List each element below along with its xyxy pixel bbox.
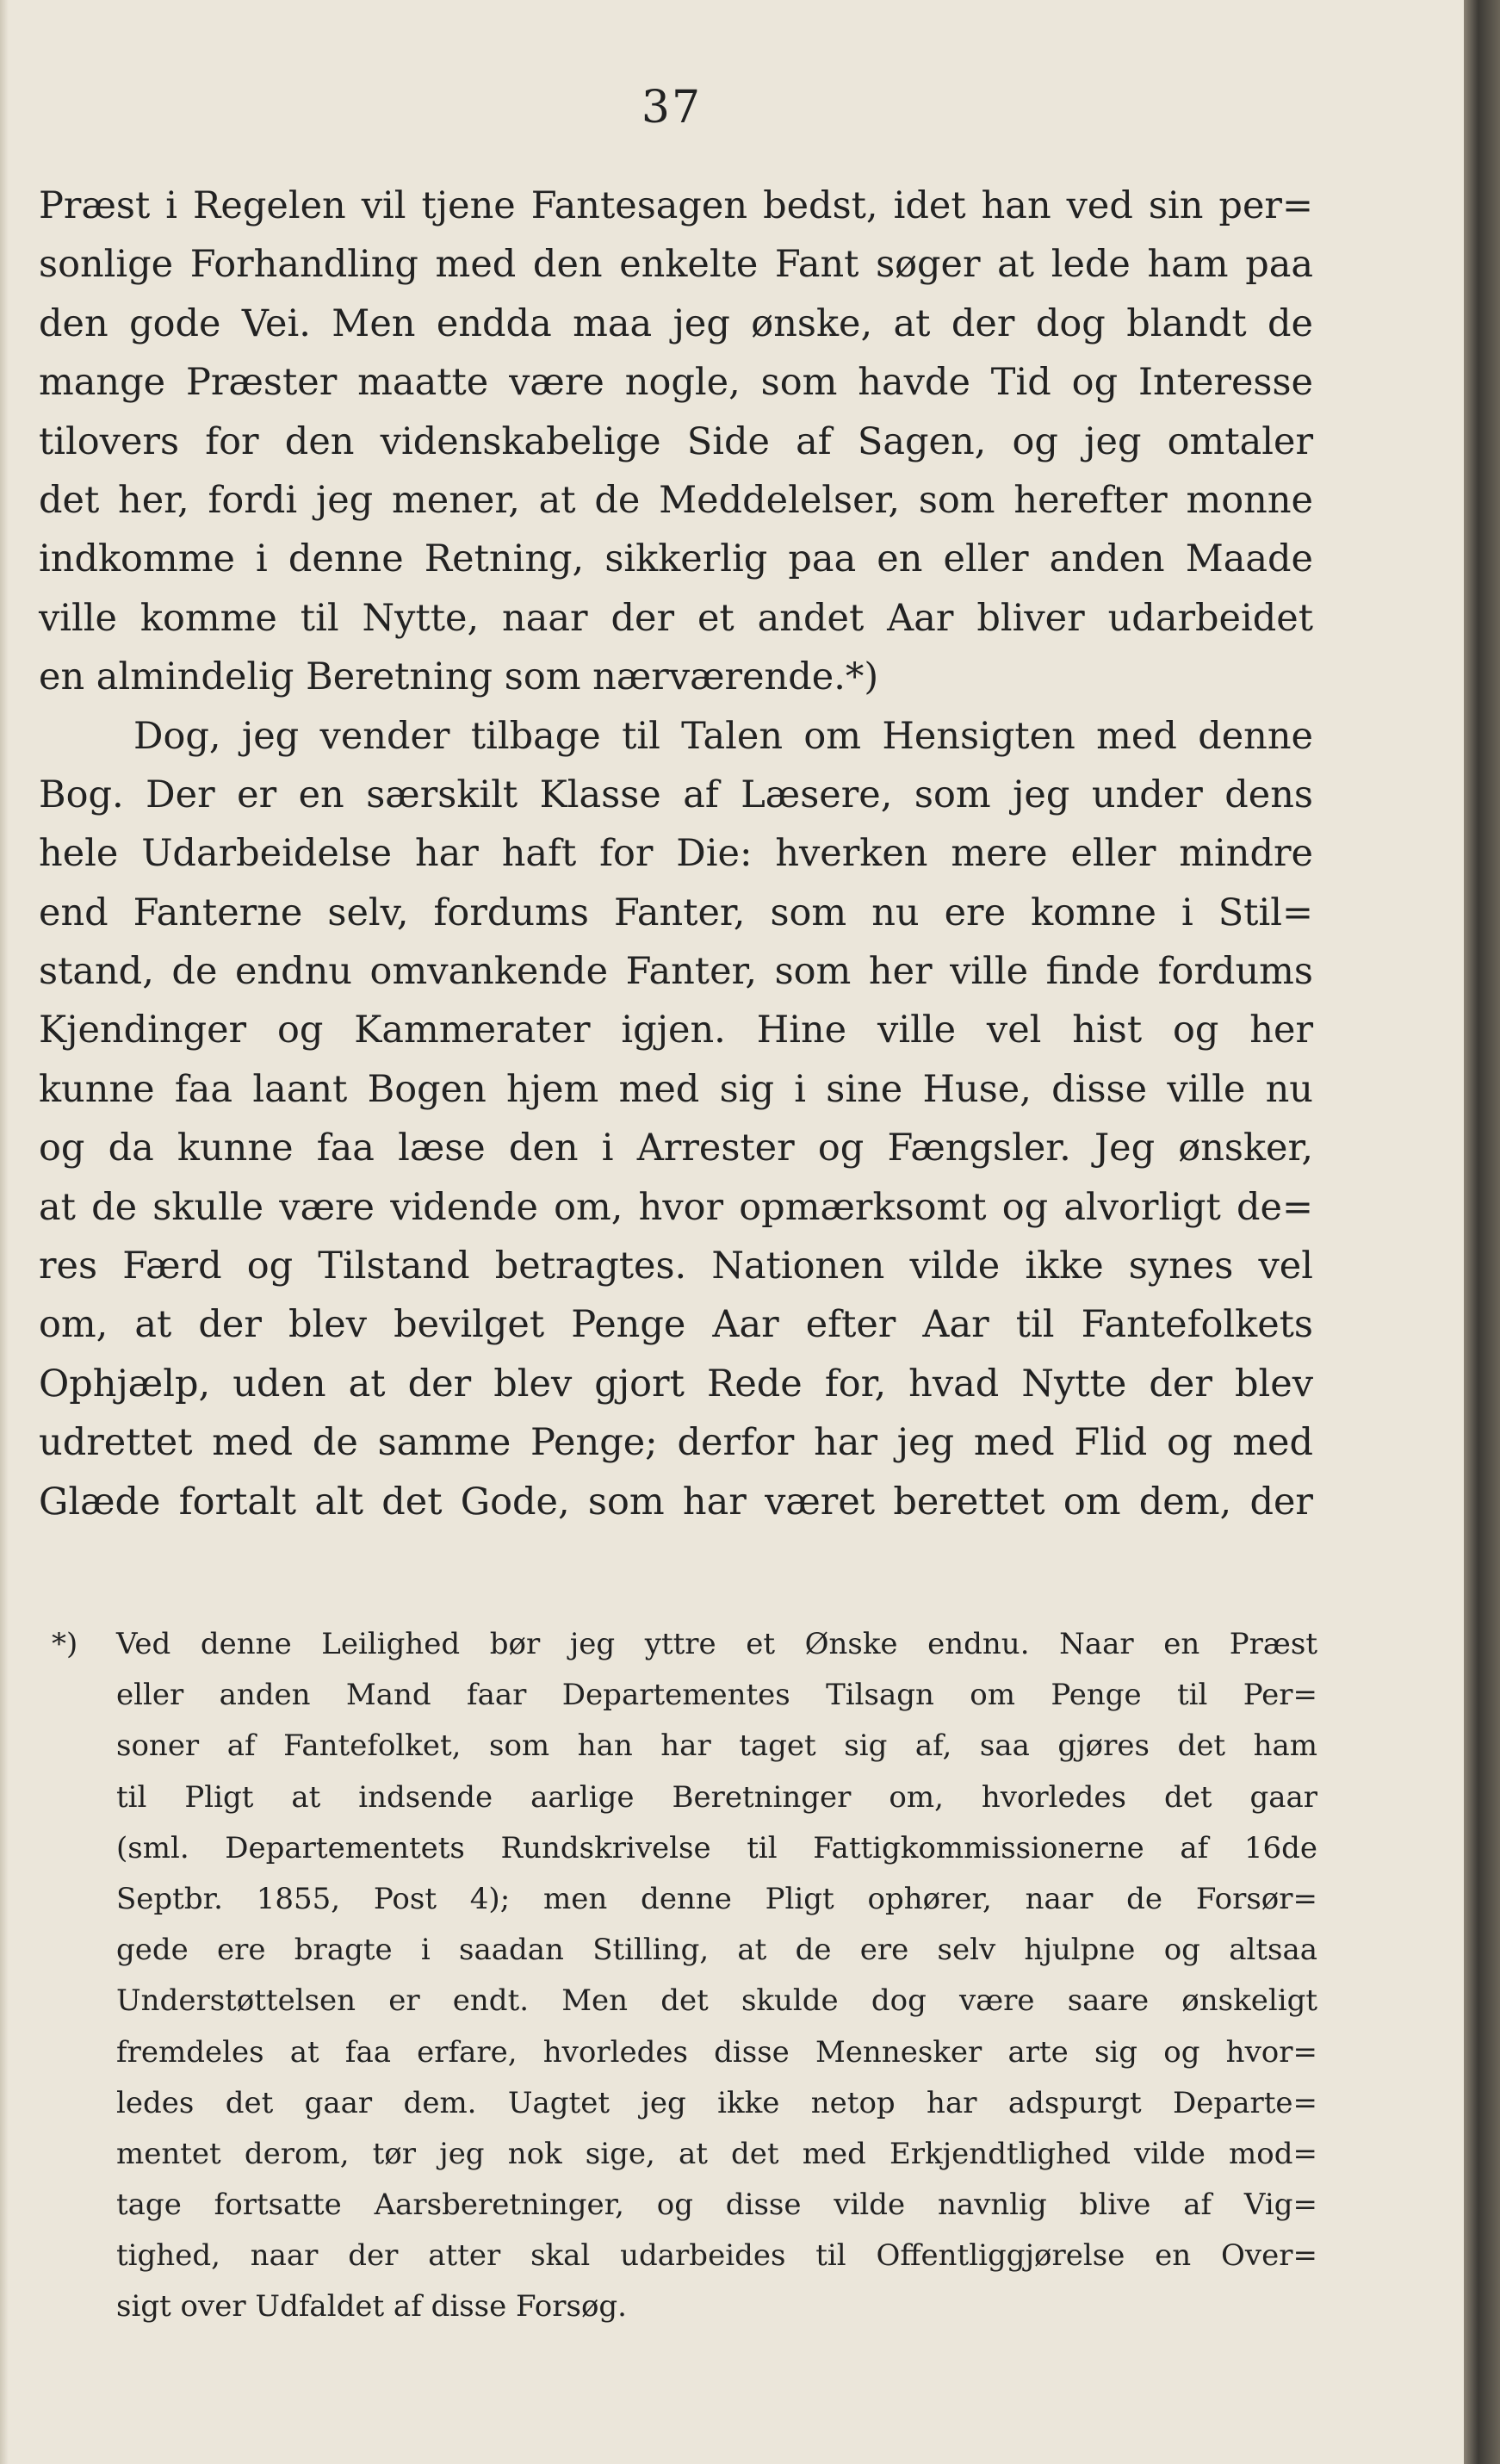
- body-text: [39, 177, 1313, 1531]
- body-line: tilovers for den videnskabelige Side af Sagen, og jeg omtaler: [39, 419, 1313, 463]
- footnote-line: gede ere bragte i saadan Stilling, at de ere selv hjulpne og altsaa: [116, 1933, 1317, 1968]
- body-line: sonlige Forhandling med den enkelte Fant søger at lede ham paa: [39, 243, 1313, 287]
- body-line: Kjendinger og Kammerater igjen. Hine ville vel hist og her: [39, 1009, 1313, 1052]
- footnote-line: ledes det gaar dem. Uagtet jeg ikke netop har adspurgt Departe=: [116, 2085, 1317, 2120]
- footnote-mark: *): [52, 1627, 78, 1661]
- page-number: 37: [641, 82, 703, 133]
- footnote-line: tage fortsatte Aarsberetninger, og disse vilde navnlig blive af Vig=: [116, 2188, 1317, 2223]
- footnote-line: mentet derom, tør jeg nok sige, at det med Erkjendtlighed vilde mod=: [116, 2136, 1317, 2171]
- footnote-line: Understøttelsen er endt. Men det skulde dog være saare ønskeligt: [116, 1983, 1317, 2019]
- body-line: det her, fordi jeg mener, at de Meddelelser, som herefter monne: [39, 478, 1313, 522]
- book-spine: [1464, 0, 1500, 2464]
- body-line: Bog. Der er en særskilt Klasse af Læsere, som jeg under dens: [39, 773, 1313, 816]
- footnote-line: (sml. Departementets Rundskrivelse til Fattigkommissionerne af 16de: [116, 1830, 1317, 1865]
- body-line: kunne faa laant Bogen hjem med sig i sine Huse, disse ville nu: [39, 1067, 1313, 1111]
- page-edge-shadow: [0, 0, 9, 2464]
- body-line: udrettet med de samme Penge; derfor har jeg med Flid og med: [39, 1421, 1313, 1465]
- body-line: ville komme til Nytte, naar der et andet Aar bliver udarbeidet: [39, 596, 1313, 640]
- footnote-line: soner af Fantefolket, som han har taget sig af, saa gjøres det ham: [116, 1729, 1317, 1764]
- body-line: Dog, jeg vender tilbage til Talen om Hensigten med denne: [133, 714, 1313, 758]
- body-line: om, at der blev bevilget Penge Aar efter Aar til Fantefolkets: [39, 1303, 1313, 1347]
- body-line: en almindelig Beretning som nærværende.*): [39, 655, 879, 699]
- footnote-line: Ved denne Leilighed bør jeg yttre et Ønske endnu. Naar en Præst: [116, 1627, 1317, 1661]
- body-line: res Færd og Tilstand betragtes. Nationen vilde ikke synes vel: [39, 1244, 1313, 1288]
- footnote-line: sigt over Udfaldet af disse Forsøg.: [116, 2289, 627, 2324]
- footnote-line: Septbr. 1855, Post 4); men denne Pligt ophører, naar de Forsør=: [116, 1881, 1317, 1916]
- body-line: Præst i Regelen vil tjene Fantesagen bedst, idet han ved sin per=: [39, 184, 1313, 227]
- footnote: [52, 1619, 1317, 2333]
- body-line: mange Præster maatte være nogle, som havde Tid og Interesse: [39, 361, 1313, 405]
- body-line: indkomme i denne Retning, sikkerlig paa en eller anden Maade: [39, 537, 1313, 581]
- body-line: den gode Vei. Men endda maa jeg ønske, at der dog blandt de: [39, 301, 1313, 345]
- body-line: stand, de endnu omvankende Fanter, som her ville finde fordums: [39, 950, 1313, 994]
- footnote-line: eller anden Mand faar Departementes Tilsagn om Penge til Per=: [116, 1678, 1317, 1713]
- footnote-line: til Pligt at indsende aarlige Beretninger om, hvorledes det gaar: [116, 1779, 1317, 1815]
- footnote-line: tighed, naar der atter skal udarbeides til Offentliggjørelse en Over=: [116, 2238, 1317, 2274]
- body-line: Glæde fortalt alt det Gode, som har været berettet om dem, der: [39, 1480, 1313, 1524]
- body-line: og da kunne faa læse den i Arrester og Fængsler. Jeg ønsker,: [39, 1126, 1313, 1170]
- body-line: Ophjælp, uden at der blev gjort Rede for, hvad Nytte der blev: [39, 1362, 1313, 1406]
- body-line: end Fanterne selv, fordums Fanter, som nu ere komne i Stil=: [39, 891, 1313, 934]
- footnote-line: fremdeles at faa erfare, hvorledes disse Mennesker arte sig og hvor=: [116, 2034, 1317, 2070]
- body-line: hele Udarbeidelse har haft for Die: hverken mere eller mindre: [39, 832, 1313, 876]
- body-line: at de skulle være vidende om, hvor opmærksomt og alvorligt de=: [39, 1185, 1313, 1229]
